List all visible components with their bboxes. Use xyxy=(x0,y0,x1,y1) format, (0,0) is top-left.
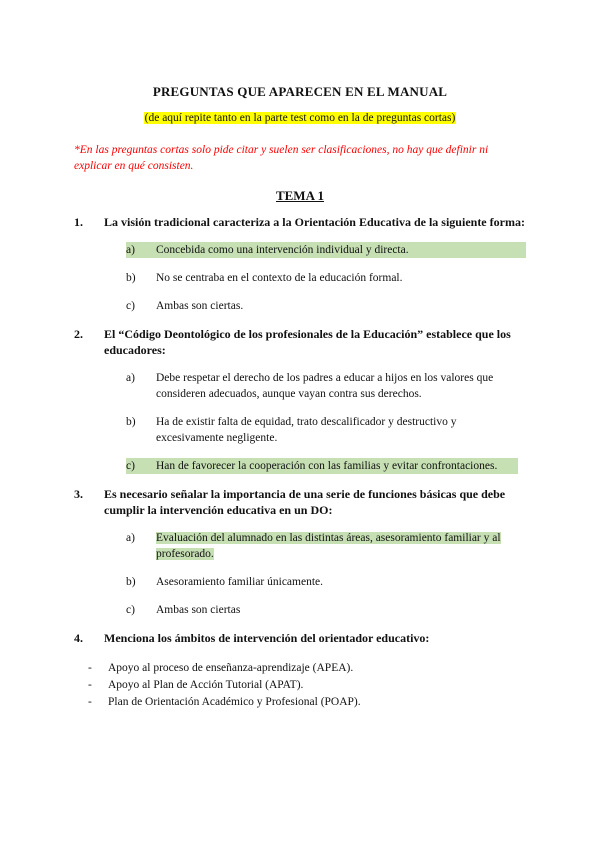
q2-option-a xyxy=(126,370,526,402)
option-letter: c) xyxy=(126,300,135,312)
subtitle xyxy=(0,112,600,124)
bullet-list xyxy=(88,660,361,711)
option-letter: a) xyxy=(126,372,135,384)
question-1 xyxy=(74,214,544,230)
list-item-text: Plan de Orientación Académico y Profesional (POAP). xyxy=(108,696,361,708)
q1-option-a xyxy=(126,242,526,258)
option-letter: a) xyxy=(126,244,135,256)
question-number: 3. xyxy=(74,487,83,501)
q3-option-b xyxy=(126,574,526,590)
section-heading-tema-1: TEMA 1 xyxy=(275,188,325,203)
option-letter: b) xyxy=(126,576,136,588)
list-item xyxy=(88,660,361,677)
option-text: Ha de existir falta de equidad, trato descalificador y destructivo y excesivamente negligente. xyxy=(156,416,457,444)
page-title: PREGUNTAS QUE APARECEN EN EL MANUAL xyxy=(152,84,448,99)
question-text: Menciona los ámbitos de intervención del orientador educativo: xyxy=(104,631,430,645)
list-item-text: Apoyo al proceso de enseñanza-aprendizaje (APEA). xyxy=(108,662,354,674)
question-3 xyxy=(74,486,544,518)
question-number: 1. xyxy=(74,215,83,229)
question-text: Es necesario señalar la importancia de una serie de funciones básicas que debe cumplir la intervención educativa en un DO: xyxy=(104,487,506,517)
q2-option-b xyxy=(126,414,526,446)
q2-option-c xyxy=(126,458,518,474)
option-letter: b) xyxy=(126,272,136,284)
question-text: El “Código Deontológico de los profesionales de la Educación” establece que los educadores: xyxy=(104,327,511,357)
option-text: Ambas son ciertas xyxy=(156,604,241,616)
subtitle-highlight: (de aquí repite tanto en la parte test como en la de preguntas cortas) xyxy=(144,112,456,124)
question-number: 4. xyxy=(74,631,83,645)
bullet-marker: - xyxy=(88,662,92,674)
option-letter: c) xyxy=(126,604,135,616)
option-text: Debe respetar el derecho de los padres a educar a hijos en los valores que consideren adecuados, aunque vayan contra sus derechos. xyxy=(156,372,494,400)
option-text: Han de favorecer la cooperación con las familias y evitar confrontaciones. xyxy=(156,460,498,472)
question-4 xyxy=(74,630,544,646)
option-text: Asesoramiento familiar únicamente. xyxy=(156,576,324,588)
option-letter: b) xyxy=(126,416,136,428)
red-note: *En las preguntas cortas solo pide citar y suelen ser clasificaciones, no hay que definir ni explicar en qué consisten. xyxy=(74,144,489,172)
option-letter: a) xyxy=(126,532,135,544)
option-text: Ambas son ciertas. xyxy=(156,300,244,312)
question-text: La visión tradicional caracteriza a la Orientación Educativa de la siguiente forma: xyxy=(104,215,525,229)
option-text: Concebida como una intervención individual y directa. xyxy=(156,244,409,256)
q1-option-c xyxy=(126,298,526,314)
bullet-marker: - xyxy=(88,679,92,691)
option-text-wrap xyxy=(126,530,526,562)
q3-option-c xyxy=(126,602,526,618)
list-item-text: Apoyo al Plan de Acción Tutorial (APAT). xyxy=(108,679,304,691)
list-item xyxy=(88,677,361,694)
question-2 xyxy=(74,326,544,358)
list-item xyxy=(88,694,361,711)
q1-option-b xyxy=(126,270,526,286)
option-text: Evaluación del alumnado en las distintas áreas, asesoramiento familiar y al profesorado. xyxy=(156,532,501,560)
question-number: 2. xyxy=(74,327,83,341)
option-letter: c) xyxy=(126,460,135,472)
option-text: No se centraba en el contexto de la educación formal. xyxy=(156,272,403,284)
bullet-marker: - xyxy=(88,696,92,708)
q3-option-a xyxy=(126,530,526,562)
